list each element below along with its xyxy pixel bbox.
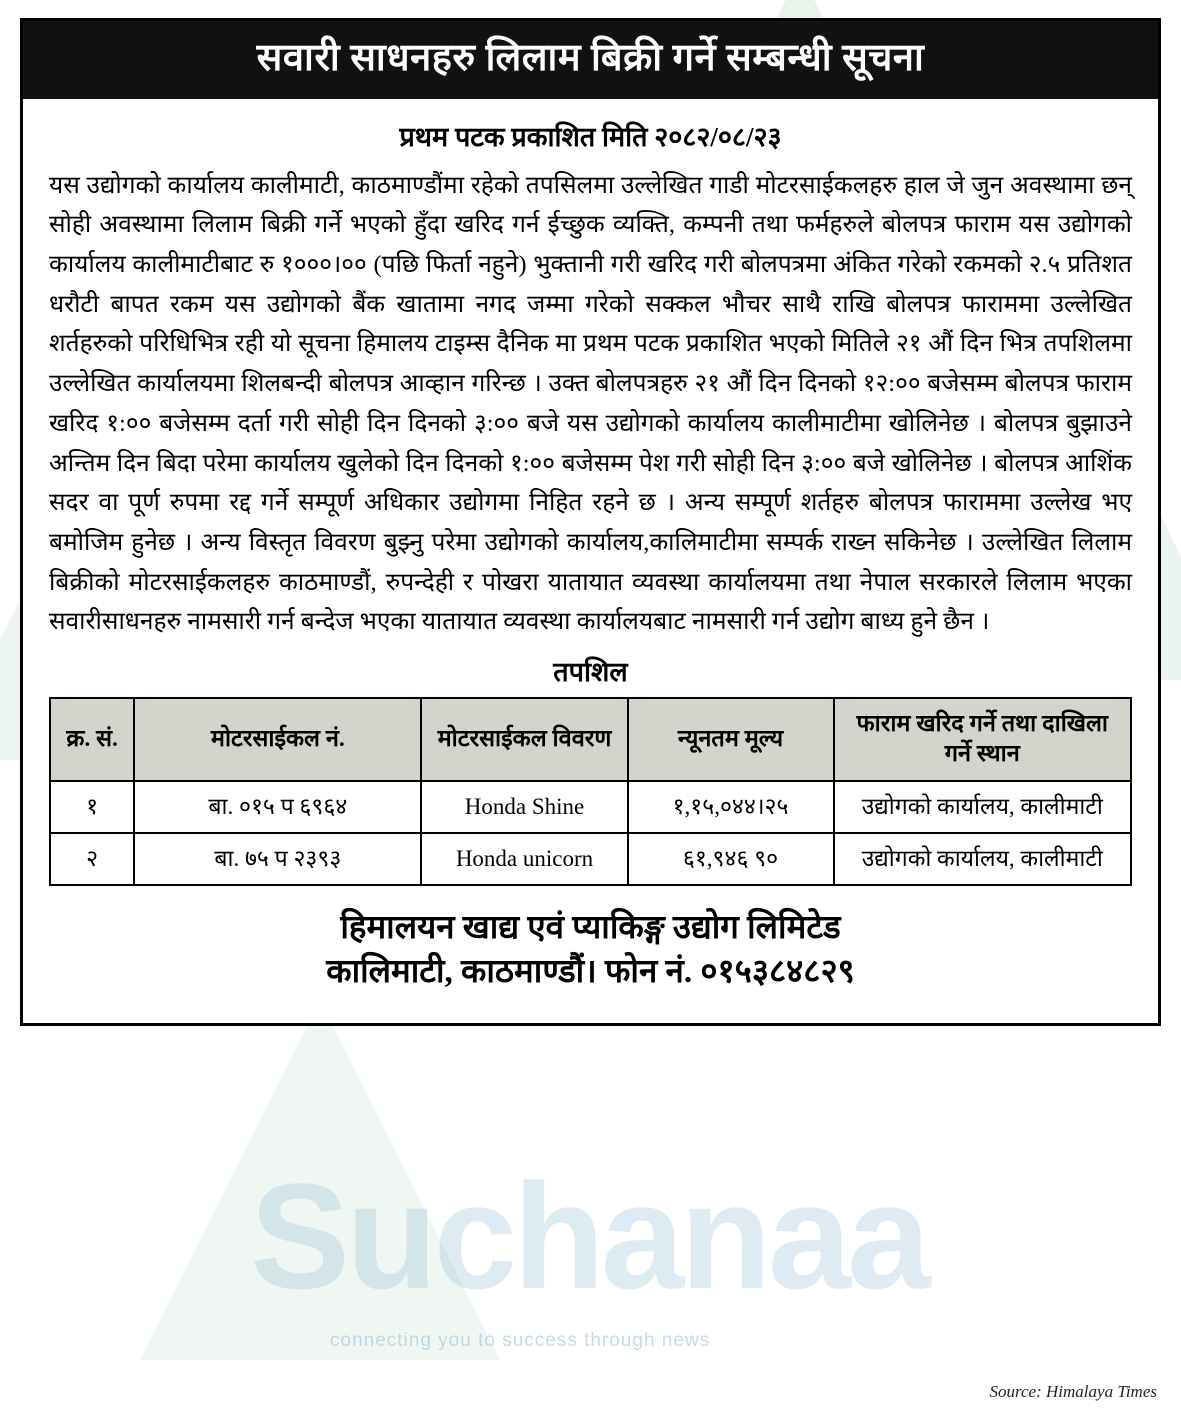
watermark-triangle-4 — [140, 1000, 500, 1360]
column-header-min-price: न्यूनतम मूल्य — [628, 698, 834, 781]
cell-vehicle-number: बा. ७५ प २३९३ — [134, 833, 421, 885]
column-header-vehicle-number: मोटरसाईकल नं. — [134, 698, 421, 781]
notice-body — [23, 99, 1158, 1023]
notice-container — [20, 18, 1161, 1026]
source-credit: Source: Himalaya Times — [989, 1382, 1157, 1401]
notice-title-bar — [23, 21, 1158, 99]
cell-min-price: ६१,९४६ ९० — [628, 833, 834, 885]
table-header-row — [50, 698, 1131, 781]
schedule-heading: तपशिल — [553, 656, 628, 687]
table-row — [50, 781, 1131, 833]
cell-place: उद्योगको कार्यालय, कालीमाटी — [834, 781, 1131, 833]
cell-serial: १ — [50, 781, 134, 833]
cell-serial: २ — [50, 833, 134, 885]
page-title: सवारी साधनहरु लिलाम बिक्री गर्ने सम्बन्धी सूचना — [256, 37, 925, 79]
publication-date: प्रथम पटक प्रकाशित मिति २०८२/०८/२३ — [399, 121, 782, 152]
issuer-name: हिमालयन खाद्य एवं प्याकिङ्ग उद्योग लिमिटेड — [340, 909, 841, 946]
vehicle-table — [49, 697, 1132, 886]
issuer-block — [49, 896, 1132, 1013]
issuer-address-phone: कालिमाटी, काठमाण्डौं। फोन नं. ०१५३८४८२९ — [326, 954, 855, 991]
cell-vehicle-number: बा. ०१५ प ६९६४ — [134, 781, 421, 833]
column-header-place: फाराम खरिद गर्ने तथा दाखिला गर्ने स्थान — [834, 698, 1131, 781]
cell-description: Honda unicorn — [421, 833, 627, 885]
table-row — [50, 833, 1131, 885]
cell-description: Honda Shine — [421, 781, 627, 833]
column-header-serial: क्र. सं. — [50, 698, 134, 781]
watermark-subtext: connecting you to success through news — [330, 1330, 711, 1351]
cell-place: उद्योगको कार्यालय, कालीमाटी — [834, 833, 1131, 885]
column-header-description: मोटरसाईकल विवरण — [421, 698, 627, 781]
watermark-text: Suchanaa — [250, 1152, 927, 1320]
notice-paragraph: यस उद्योगको कार्यालय कालीमाटी, काठमाण्डौंमा रहेको तपसिलमा उल्लेखित गाडी मोटरसाईकलहरु हाल जे जुन अवस्थामा छन् सोही अवस्थामा लिलाम बिक्री गर्ने भएको हुँदा खरिद गर्न ईच्छुक व्यक्ति, कम्पनी तथा फर्महरुले बोलपत्र फाराम यस उद्योगको कार्यालय कालीमाटीबाट रु १०००।०० (पछि फिर्ता नहुने) भुक्तानी गरी खरिद गरी बोलपत्रमा अंकित गरेको रकमको २.५ प्रतिशत धरौटी बापत रकम यस उद्योगको बैंक खातामा नगद जम्मा गरेको सक्कल भौचर साथै राखि बोलपत्र फाराममा उल्लेखित शर्तहरुको परिधिभित्र रही यो सूचना हिमालय टाइम्स दैनिक मा प्रथम पटक प्रकाशित भएको मितिले २१ औं दिन भित्र तपशिलमा उल्लेखित कार्यालयमा शिलबन्दी बोलपत्र आव्हान गरिन्छ । उक्त बोलपत्रहरु २१ औं दिन दिनको १२:०० बजेसम्म बोलपत्र फाराम खरिद १:०० बजेसम्म दर्ता गरी सोही दिन दिनको ३:०० बजे यस उद्योगको कार्यालय कालीमाटीमा खोलिनेछ । बोलपत्र बुझाउने अन्तिम दिन बिदा परेमा कार्यालय खुलेको दिन दिनको १:०० बजेसम्म पेश गरी सोही दिन ३:०० बजे खोलिनेछ । बोलपत्र आशिंक सदर वा पूर्ण रुपमा रद्द गर्ने सम्पूर्ण अधिकार उद्योगमा निहित रहने छ । अन्य सम्पूर्ण शर्तहरु बोलपत्र फाराममा उल्लेख भए बमोजिम हुनेछ । अन्य विस्तृत विवरण बुझ्नु परेमा उद्योगको कार्यालय,कालिमाटीमा सम्पर्क राख्न सकिनेछ । उल्लेखित लिलाम बिक्रीको मोटरसाईकलहरु काठमाण्डौं, रुपन्देही र पोखरा यातायात व्यवस्था कार्यालयमा तथा नेपाल सरकारले लिलाम भएका सवारीसाधनहरु नामसारी गर्न बन्देज भएका यातायात व्यवस्था कार्यालयबाट नामसारी गर्न उद्योग बाध्य हुने छैन । — [49, 171, 1133, 636]
cell-min-price: १,१५,०४४।२५ — [628, 781, 834, 833]
